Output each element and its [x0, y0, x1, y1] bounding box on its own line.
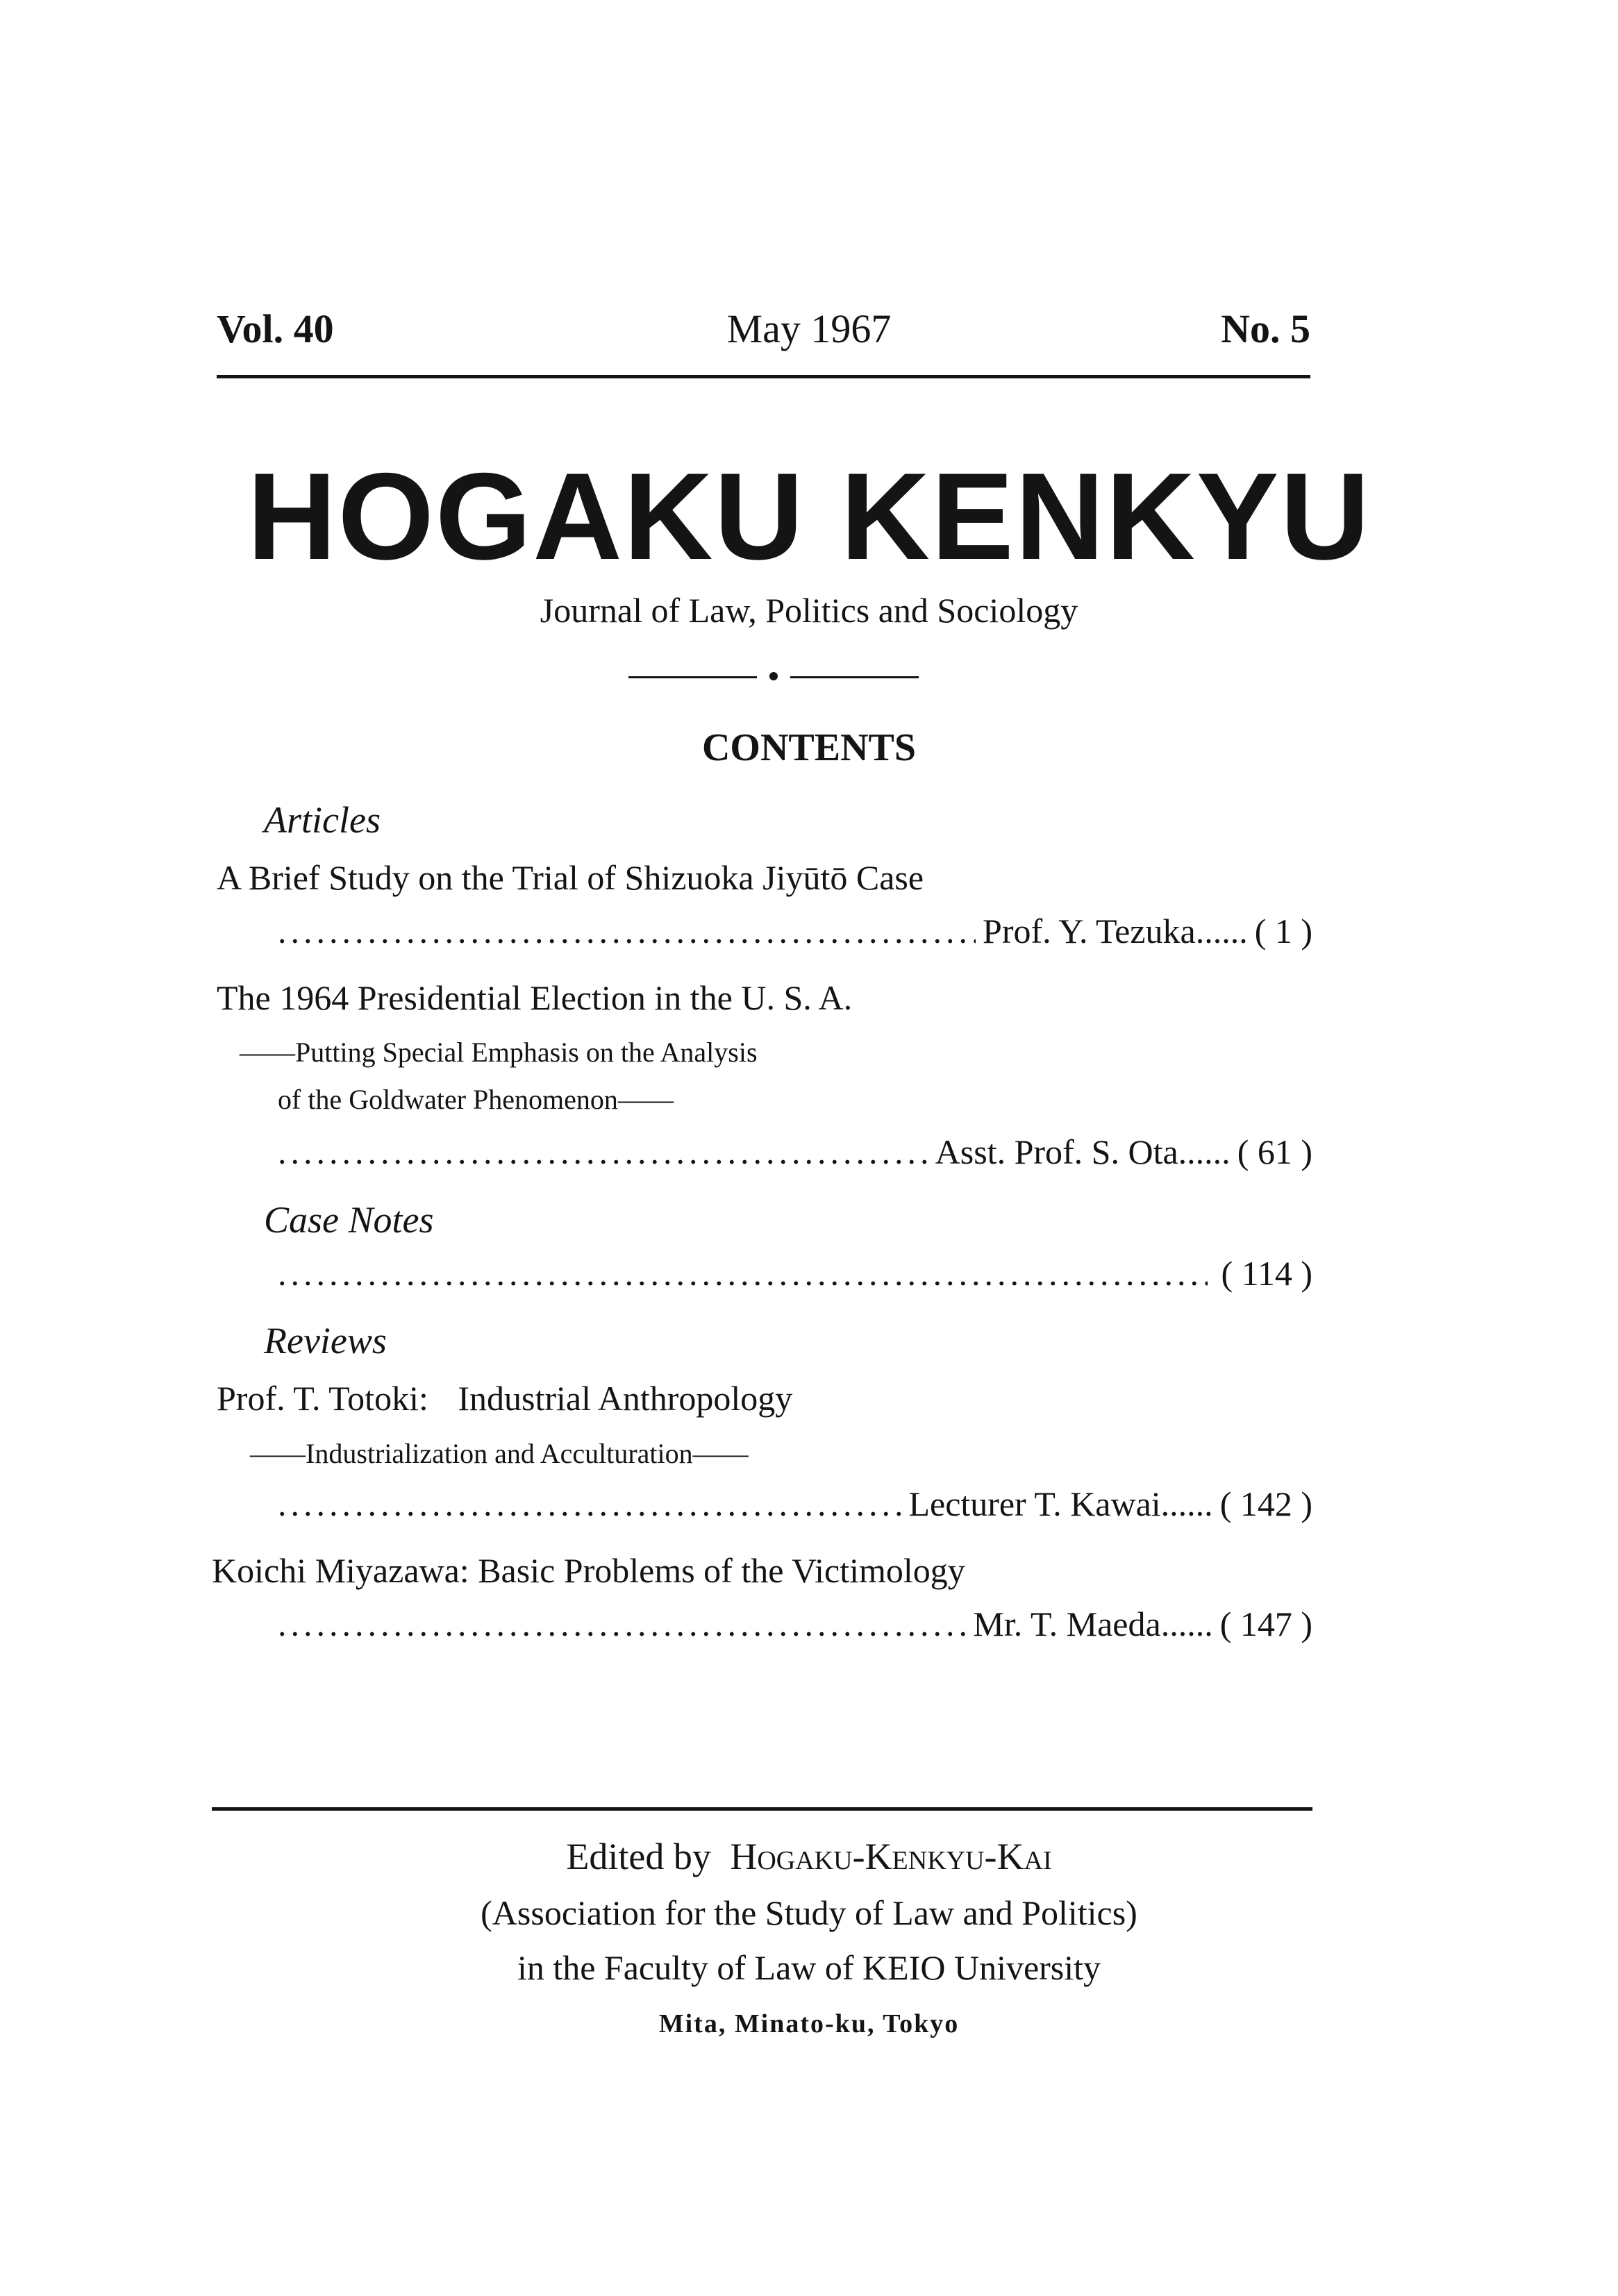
issue-number: No. 5: [1221, 306, 1310, 351]
publisher-name: Hogaku-Kenkyu-Kai: [730, 1836, 1052, 1877]
entry-2-subtitle-1: ——Putting Special Emphasis on the Analysis: [240, 1037, 758, 1068]
entry-5-leader: [278, 1604, 1312, 1644]
entry-3-leader: [278, 1253, 1312, 1293]
volume-label: Vol. 40: [217, 306, 334, 351]
entry-1-page: ( 1 ): [1254, 912, 1312, 950]
entry-1-author: Prof. Y. Tezuka......: [983, 912, 1248, 950]
entry-4-title: Industrial Anthropology: [458, 1379, 793, 1418]
entry-4-subtitle: ——Industrialization and Acculturation——: [250, 1438, 749, 1469]
entry-5-author: Mr. T. Maeda......: [973, 1604, 1213, 1643]
section-articles: Articles: [264, 799, 381, 841]
entry-4-author: Lecturer T. Kawai......: [908, 1484, 1213, 1523]
entry-1-title[interactable]: A Brief Study on the Trial of Shizuoka Jiyūtō Case: [217, 858, 924, 897]
journal-subtitle: Journal of Law, Politics and Sociology: [540, 591, 1078, 630]
section-reviews: Reviews: [264, 1320, 387, 1361]
entry-2-title[interactable]: The 1964 Presidential Election in the U. S. A.: [217, 978, 853, 1017]
footer-edited-by: [0, 1835, 1618, 1878]
entry-5-title[interactable]: Koichi Miyazawa: Basic Problems of the Victimology: [212, 1551, 965, 1590]
entry-4-reviewer: Prof. T. Totoki:: [217, 1379, 428, 1418]
entry-4-title-line[interactable]: [217, 1378, 792, 1418]
entry-4-page: ( 142 ): [1219, 1484, 1312, 1523]
footer-rule: [212, 1807, 1312, 1811]
entry-2-subtitle-2: of the Goldwater Phenomenon——: [278, 1084, 674, 1115]
header-rule: [217, 375, 1310, 378]
edited-by-label: Edited by: [566, 1836, 711, 1877]
ornament-divider: [628, 672, 920, 682]
footer-address: Mita, Minato-ku, Tokyo: [658, 2009, 960, 2038]
entry-3-page: ( 114 ): [1221, 1254, 1312, 1293]
entry-2-page: ( 61 ): [1237, 1132, 1312, 1171]
journal-title: HOGAKU KENKYU: [247, 447, 1371, 585]
footer-association: (Association for the Study of Law and Politics): [481, 1893, 1137, 1932]
entry-5-page: ( 147 ): [1219, 1604, 1312, 1643]
footer-faculty: in the Faculty of Law of KEIO University: [517, 1948, 1101, 1987]
section-case-notes: Case Notes: [264, 1199, 434, 1241]
entry-2-author: Asst. Prof. S. Ota......: [935, 1132, 1231, 1171]
entry-1-leader: [278, 911, 1312, 951]
entry-2-leader: [278, 1132, 1312, 1172]
contents-heading: CONTENTS: [701, 726, 917, 769]
issue-date: May 1967: [726, 306, 892, 351]
entry-4-leader: [278, 1484, 1312, 1524]
